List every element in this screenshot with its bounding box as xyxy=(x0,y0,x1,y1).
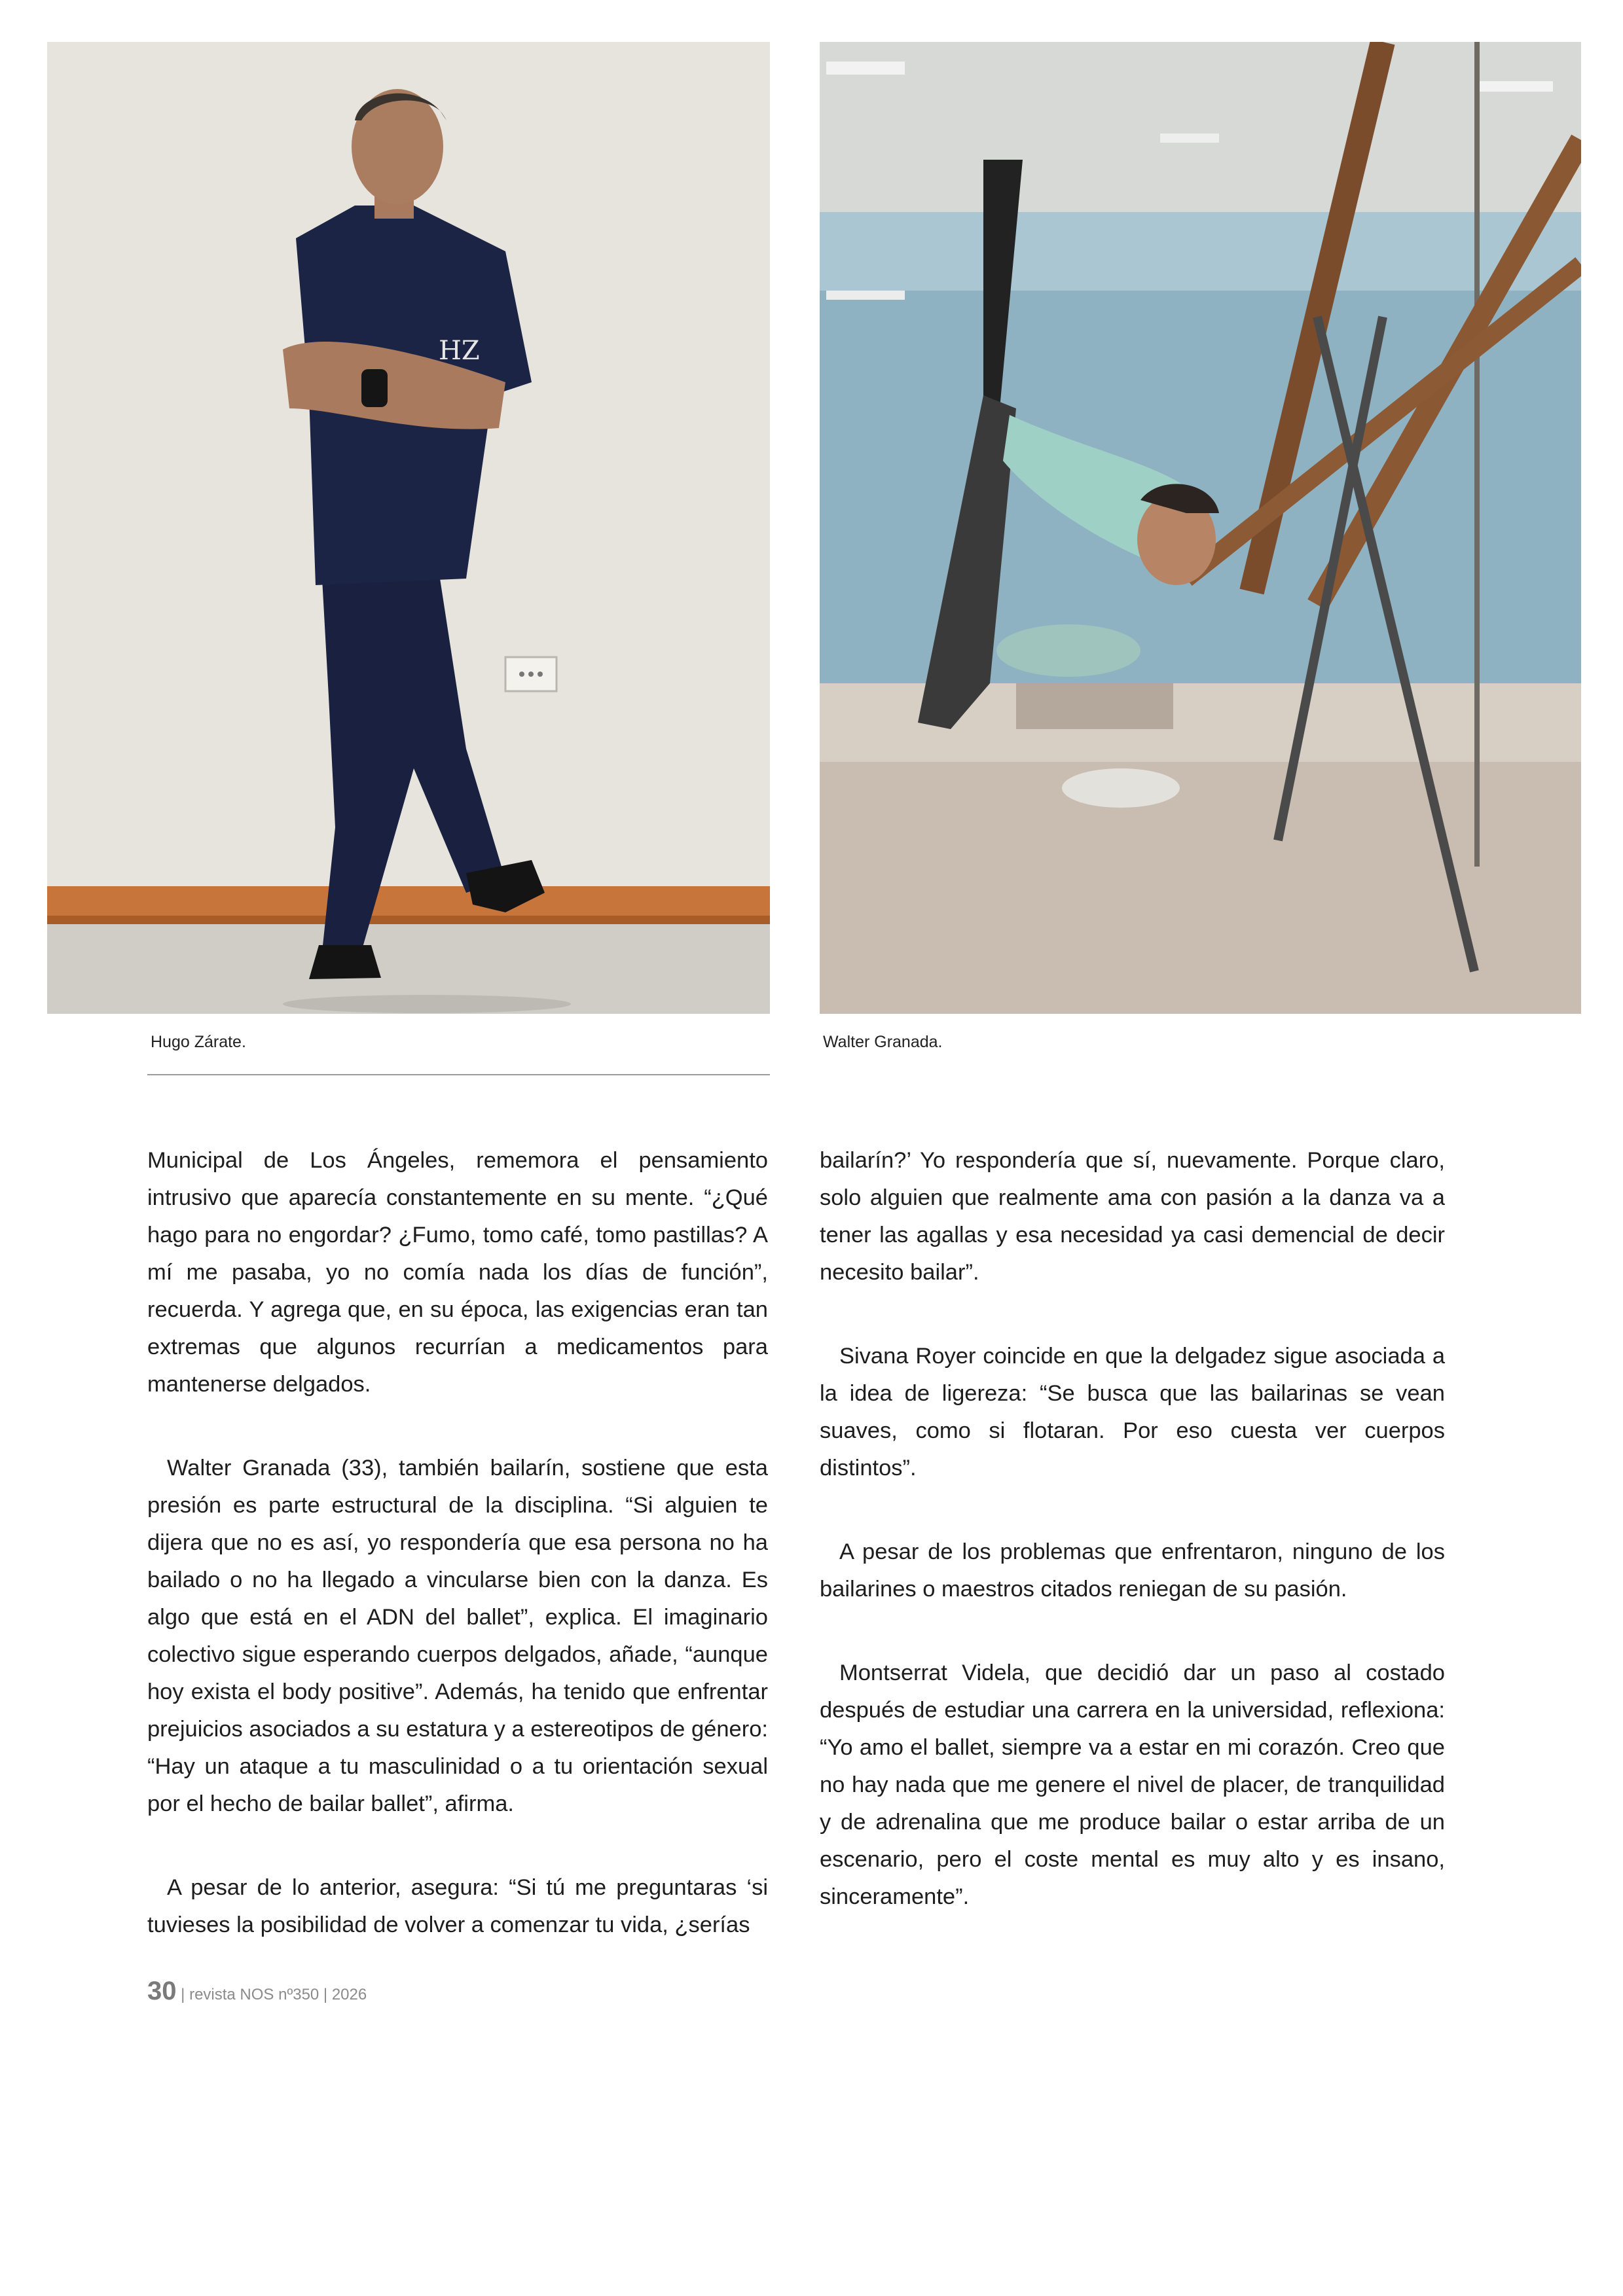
article-paragraph: Municipal de Los Ángeles, rememora el pensamiento intrusivo que aparecía constantemente en su mente. “¿Qué hago para no engordar? ¿Fumo, tomo café, tomo pastillas? A mí me pasaba, yo no comía nada los días de función”, recuerda. Y agrega que, en su época, las exigencias eran tan extremas que algunos recurrían a medicamentos para mantenerse delgados. xyxy=(147,1148,768,1397)
walter-granada-photo-illustration xyxy=(820,42,1581,1014)
caption-divider xyxy=(147,1074,770,1075)
page-number: 30 xyxy=(147,1977,177,2005)
article-paragraph: A pesar de lo anterior, asegura: “Si tú me preguntaras ‘si tuvieses la posibilidad de volver a comenzar tu vida, ¿serías xyxy=(147,1875,768,1937)
photo-walter-granada xyxy=(820,42,1581,1014)
shirt-monogram: HZ xyxy=(439,336,480,366)
article-column-left xyxy=(147,1142,768,1944)
page-footer xyxy=(147,1977,367,2006)
photo-hugo-zarate xyxy=(47,42,770,1014)
article-paragraph: Montserrat Videla, que decidió dar un paso al costado después de estudiar una carrera en la universidad, reflexiona: “Yo amo el ballet, siempre va a estar en mi corazón. Creo que no hay nada que me genere el nivel de placer, de tranquilidad y de adrenalina que me produce bailar o estar arriba de un escenario, pero el coste mental es muy alto y es insano, sinceramente”. xyxy=(820,1660,1445,1909)
article-paragraph: bailarín?’ Yo respondería que sí, nuevamente. Porque claro, solo alguien que realmente ama con pasión a la danza va a tener las agallas y esa necesidad ya casi demencial de decir necesito bailar”. xyxy=(820,1148,1445,1285)
article-column-right xyxy=(820,1142,1445,1916)
article-paragraph: Sivana Royer coincide en que la delgadez sigue asociada a la idea de ligereza: “Se busca que las bailarinas se vean suaves, como si flotaran. Por eso cuesta ver cuerpos distintos”. xyxy=(820,1344,1445,1480)
hugo-zarate-photo-illustration xyxy=(47,42,770,1014)
article-paragraph: Walter Granada (33), también bailarín, sostiene que esta presión es parte estructural de la disciplina. “Si alguien te dijera que no es así, yo respondería que esa persona no ha bailado o no ha llegado a vincularse bien con la danza. Es algo que está en el ADN del ballet”, explica. El imaginario colectivo sigue esperando cuerpos delgados, añade, “aunque hoy exista el body positive”. Además, ha tenido que enfrentar prejuicios asociados a su estatura y a estereotipos de género: “Hay un ataque a tu masculinidad o a tu orientación sexual por el hecho de bailar ballet”, afirma. xyxy=(147,1456,768,1816)
publication-info: | revista NOS nº350 | 2026 xyxy=(181,1986,367,2003)
article-paragraph: A pesar de los problemas que enfrentaron, ninguno de los bailarines o maestros citados reniegan de su pasión. xyxy=(820,1539,1445,1602)
photo-caption-hugo-zarate: Hugo Zárate. xyxy=(151,1033,246,1051)
photo-caption-walter-granada: Walter Granada. xyxy=(823,1033,943,1051)
